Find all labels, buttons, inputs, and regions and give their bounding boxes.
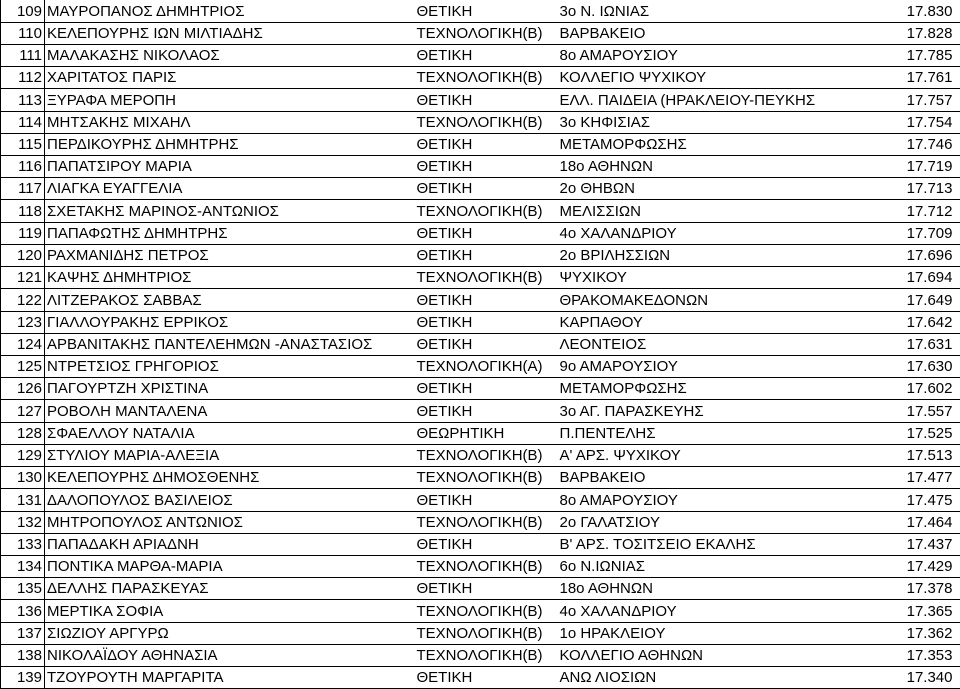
- row-number: 139: [1, 667, 45, 689]
- row-number: 111: [1, 44, 45, 66]
- student-name: ΧΑΡΙΤΑΤΟΣ ΠΑΡΙΣ: [45, 67, 415, 89]
- score: 17.557: [850, 400, 960, 422]
- row-number: 125: [1, 356, 45, 378]
- student-name: ΣΙΩΖΙΟΥ ΑΡΓΥΡΩ: [45, 622, 415, 644]
- student-name: ΤΖΟΥΡΟΥΤΗ ΜΑΡΓΑΡΙΤΑ: [45, 667, 415, 689]
- school: ΚΟΛΛΕΓΙΟ ΨΥΧΙΚΟΥ: [558, 67, 850, 89]
- score: 17.475: [850, 489, 960, 511]
- row-number: 121: [1, 267, 45, 289]
- student-name: ΣΦΑΕΛΛΟΥ ΝΑΤΑΛΙΑ: [45, 422, 415, 444]
- score: 17.353: [850, 644, 960, 666]
- direction: ΤΕΧΝΟΛΟΓΙΚΗ(Β): [415, 555, 558, 577]
- school: 18ο ΑΘΗΝΩΝ: [558, 578, 850, 600]
- table-row: [1, 156, 960, 178]
- direction: ΘΕΤΙΚΗ: [415, 244, 558, 266]
- school: Β' ΑΡΣ. ΤΟΣΙΤΣΕΙΟ ΕΚΑΛΗΣ: [558, 533, 850, 555]
- score: 17.602: [850, 378, 960, 400]
- table-row: [1, 89, 960, 111]
- direction: ΤΕΧΝΟΛΟΓΙΚΗ(Β): [415, 200, 558, 222]
- school: 2ο ΘΗΒΩΝ: [558, 178, 850, 200]
- score: 17.429: [850, 555, 960, 577]
- score: 17.830: [850, 0, 960, 22]
- direction: ΘΕΤΙΚΗ: [415, 156, 558, 178]
- row-number: 138: [1, 644, 45, 666]
- row-number: 112: [1, 67, 45, 89]
- score: 17.694: [850, 267, 960, 289]
- direction: ΤΕΧΝΟΛΟΓΙΚΗ(Β): [415, 467, 558, 489]
- direction: ΘΕΤΙΚΗ: [415, 400, 558, 422]
- student-name: ΛΙΤΖΕΡΑΚΟΣ ΣΑΒΒΑΣ: [45, 289, 415, 311]
- score: 17.513: [850, 444, 960, 466]
- student-name: ΠΑΠΑΤΣΙΡΟΥ ΜΑΡΙΑ: [45, 156, 415, 178]
- direction: ΤΕΧΝΟΛΟΓΙΚΗ(Β): [415, 644, 558, 666]
- row-number: 109: [1, 0, 45, 22]
- direction: ΘΕΤΙΚΗ: [415, 578, 558, 600]
- table-row: [1, 178, 960, 200]
- school: 4ο ΧΑΛΑΝΔΡΙΟΥ: [558, 222, 850, 244]
- student-name: ΞΥΡΑΦΑ ΜΕΡΟΠΗ: [45, 89, 415, 111]
- table-row: [1, 533, 960, 555]
- row-number: 117: [1, 178, 45, 200]
- student-name: ΣΤΥΛΙΟΥ ΜΑΡΙΑ-ΑΛΕΞΙΑ: [45, 444, 415, 466]
- table-row: [1, 511, 960, 533]
- school: ΚΑΡΠΑΘΟΥ: [558, 311, 850, 333]
- school: ΜΕΛΙΣΣΙΩΝ: [558, 200, 850, 222]
- direction: ΤΕΧΝΟΛΟΓΙΚΗ(Β): [415, 267, 558, 289]
- table-row: [1, 244, 960, 266]
- school: 9ο ΑΜΑΡΟΥΣΙΟΥ: [558, 356, 850, 378]
- row-number: 114: [1, 111, 45, 133]
- row-number: 122: [1, 289, 45, 311]
- school: ΕΛΛ. ΠΑΙΔΕΙΑ (ΗΡΑΚΛΕΙΟΥ-ΠΕΥΚΗΣ: [558, 89, 850, 111]
- row-number: 129: [1, 444, 45, 466]
- row-number: 136: [1, 600, 45, 622]
- direction: ΘΕΤΙΚΗ: [415, 667, 558, 689]
- table-row: [1, 222, 960, 244]
- direction: ΘΕΤΙΚΗ: [415, 222, 558, 244]
- row-number: 120: [1, 244, 45, 266]
- student-name: ΓΙΑΛΛΟΥΡΑΚΗΣ ΕΡΡΙΚΟΣ: [45, 311, 415, 333]
- school: 3ο Ν. ΙΩΝΙΑΣ: [558, 0, 850, 22]
- student-name: ΠΑΠΑΔΑΚΗ ΑΡΙΑΔΝΗ: [45, 533, 415, 555]
- score: 17.631: [850, 333, 960, 355]
- student-name: ΑΡΒΑΝΙΤΑΚΗΣ ΠΑΝΤΕΛΕΗΜΩΝ -ΑΝΑΣΤΑΣΙΟΣ: [45, 333, 415, 355]
- school: ΨΥΧΙΚΟΥ: [558, 267, 850, 289]
- table-row: [1, 111, 960, 133]
- school: 6ο Ν.ΙΩΝΙΑΣ: [558, 555, 850, 577]
- row-number: 135: [1, 578, 45, 600]
- row-number: 128: [1, 422, 45, 444]
- score: 17.828: [850, 22, 960, 44]
- row-number: 118: [1, 200, 45, 222]
- student-name: ΣΧΕΤΑΚΗΣ ΜΑΡΙΝΟΣ-ΑΝΤΩΝΙΟΣ: [45, 200, 415, 222]
- direction: ΘΕΩΡΗΤΙΚΗ: [415, 422, 558, 444]
- results-table-body: [1, 0, 960, 689]
- row-number: 137: [1, 622, 45, 644]
- school: ΜΕΤΑΜΟΡΦΩΣΗΣ: [558, 378, 850, 400]
- table-row: [1, 333, 960, 355]
- table-row: [1, 444, 960, 466]
- school: 2ο ΒΡΙΛΗΣΣΙΩΝ: [558, 244, 850, 266]
- score: 17.757: [850, 89, 960, 111]
- school: 2ο ΓΑΛΑΤΣΙΟΥ: [558, 511, 850, 533]
- row-number: 132: [1, 511, 45, 533]
- score: 17.642: [850, 311, 960, 333]
- student-name: ΚΕΛΕΠΟΥΡΗΣ ΔΗΜΟΣΘΕΝΗΣ: [45, 467, 415, 489]
- school: 1ο ΗΡΑΚΛΕΙΟΥ: [558, 622, 850, 644]
- score: 17.746: [850, 133, 960, 155]
- direction: ΤΕΧΝΟΛΟΓΙΚΗ(Β): [415, 22, 558, 44]
- direction: ΘΕΤΙΚΗ: [415, 311, 558, 333]
- score: 17.630: [850, 356, 960, 378]
- student-name: ΠΑΠΑΦΩΤΗΣ ΔΗΜΗΤΡΗΣ: [45, 222, 415, 244]
- direction: ΘΕΤΙΚΗ: [415, 489, 558, 511]
- table-row: [1, 356, 960, 378]
- score: 17.713: [850, 178, 960, 200]
- school: Α' ΑΡΣ. ΨΥΧΙΚΟΥ: [558, 444, 850, 466]
- table-row: [1, 467, 960, 489]
- score: 17.362: [850, 622, 960, 644]
- school: ΚΟΛΛΕΓΙΟ ΑΘΗΝΩΝ: [558, 644, 850, 666]
- score: 17.696: [850, 244, 960, 266]
- direction: ΘΕΤΙΚΗ: [415, 89, 558, 111]
- table-row: [1, 378, 960, 400]
- table-row: [1, 133, 960, 155]
- student-name: ΠΕΡΔΙΚΟΥΡΗΣ ΔΗΜΗΤΡΗΣ: [45, 133, 415, 155]
- score: 17.437: [850, 533, 960, 555]
- school: 4ο ΧΑΛΑΝΔΡΙΟΥ: [558, 600, 850, 622]
- score: 17.785: [850, 44, 960, 66]
- score: 17.754: [850, 111, 960, 133]
- row-number: 123: [1, 311, 45, 333]
- school: ΒΑΡΒΑΚΕΙΟ: [558, 467, 850, 489]
- table-row: [1, 644, 960, 666]
- school: ΒΑΡΒΑΚΕΙΟ: [558, 22, 850, 44]
- table-row: [1, 422, 960, 444]
- table-row: [1, 67, 960, 89]
- row-number: 130: [1, 467, 45, 489]
- table-row: [1, 267, 960, 289]
- table-row: [1, 400, 960, 422]
- score: 17.340: [850, 667, 960, 689]
- direction: ΤΕΧΝΟΛΟΓΙΚΗ(Β): [415, 111, 558, 133]
- student-name: ΜΑΛΑΚΑΣΗΣ ΝΙΚΟΛΑΟΣ: [45, 44, 415, 66]
- student-name: ΔΑΛΟΠΟΥΛΟΣ ΒΑΣΙΛΕΙΟΣ: [45, 489, 415, 511]
- score: 17.761: [850, 67, 960, 89]
- table-row: [1, 0, 960, 22]
- direction: ΘΕΤΙΚΗ: [415, 333, 558, 355]
- row-number: 134: [1, 555, 45, 577]
- score: 17.709: [850, 222, 960, 244]
- direction: ΘΕΤΙΚΗ: [415, 178, 558, 200]
- score: 17.525: [850, 422, 960, 444]
- table-row: [1, 44, 960, 66]
- table-row: [1, 22, 960, 44]
- score: 17.477: [850, 467, 960, 489]
- school: 3ο ΑΓ. ΠΑΡΑΣΚΕΥΗΣ: [558, 400, 850, 422]
- direction: ΘΕΤΙΚΗ: [415, 289, 558, 311]
- student-name: ΡΑΧΜΑΝΙΔΗΣ ΠΕΤΡΟΣ: [45, 244, 415, 266]
- direction: ΤΕΧΝΟΛΟΓΙΚΗ(Β): [415, 67, 558, 89]
- direction: ΤΕΧΝΟΛΟΓΙΚΗ(Β): [415, 622, 558, 644]
- school: 8ο ΑΜΑΡΟΥΣΙΟΥ: [558, 489, 850, 511]
- row-number: 110: [1, 22, 45, 44]
- student-name: ΜΗΤΣΑΚΗΣ ΜΙΧΑΗΛ: [45, 111, 415, 133]
- student-name: ΜΑΥΡΟΠΑΝΟΣ ΔΗΜΗΤΡΙΟΣ: [45, 0, 415, 22]
- table-row: [1, 311, 960, 333]
- score: 17.712: [850, 200, 960, 222]
- row-number: 113: [1, 89, 45, 111]
- row-number: 126: [1, 378, 45, 400]
- row-number: 127: [1, 400, 45, 422]
- school: ΜΕΤΑΜΟΡΦΩΣΗΣ: [558, 133, 850, 155]
- student-name: ΜΕΡΤΙΚΑ ΣΟΦΙΑ: [45, 600, 415, 622]
- school: ΑΝΩ ΛΙΟΣΙΩΝ: [558, 667, 850, 689]
- school: 8ο ΑΜΑΡΟΥΣΙΟΥ: [558, 44, 850, 66]
- row-number: 131: [1, 489, 45, 511]
- score: 17.464: [850, 511, 960, 533]
- student-name: ΝΙΚΟΛΑΪΔΟΥ ΑΘΗΝΑΣΙΑ: [45, 644, 415, 666]
- direction: ΤΕΧΝΟΛΟΓΙΚΗ(Β): [415, 511, 558, 533]
- student-name: ΝΤΡΕΤΣΙΟΣ ΓΡΗΓΟΡΙΟΣ: [45, 356, 415, 378]
- student-name: ΡΟΒΟΛΗ ΜΑΝΤΑΛΕΝΑ: [45, 400, 415, 422]
- row-number: 133: [1, 533, 45, 555]
- row-number: 115: [1, 133, 45, 155]
- direction: ΘΕΤΙΚΗ: [415, 44, 558, 66]
- student-name: ΠΟΝΤΙΚΑ ΜΑΡΘΑ-ΜΑΡΙΑ: [45, 555, 415, 577]
- school: Π.ΠΕΝΤΕΛΗΣ: [558, 422, 850, 444]
- score: 17.378: [850, 578, 960, 600]
- student-name: ΛΙΑΓΚΑ ΕΥΑΓΓΕΛΙΑ: [45, 178, 415, 200]
- student-name: ΚΑΨΗΣ ΔΗΜΗΤΡΙΟΣ: [45, 267, 415, 289]
- table-row: [1, 622, 960, 644]
- school: ΘΡΑΚΟΜΑΚΕΔΟΝΩΝ: [558, 289, 850, 311]
- table-row: [1, 289, 960, 311]
- direction: ΤΕΧΝΟΛΟΓΙΚΗ(Α): [415, 356, 558, 378]
- student-name: ΚΕΛΕΠΟΥΡΗΣ ΙΩΝ ΜΙΛΤΙΑΔΗΣ: [45, 22, 415, 44]
- table-row: [1, 555, 960, 577]
- score: 17.365: [850, 600, 960, 622]
- school: 3ο ΚΗΦΙΣΙΑΣ: [558, 111, 850, 133]
- score: 17.719: [850, 156, 960, 178]
- table-row: [1, 600, 960, 622]
- direction: ΘΕΤΙΚΗ: [415, 133, 558, 155]
- school: 18ο ΑΘΗΝΩΝ: [558, 156, 850, 178]
- student-name: ΜΗΤΡΟΠΟΥΛΟΣ ΑΝΤΩΝΙΟΣ: [45, 511, 415, 533]
- student-name: ΔΕΛΛΗΣ ΠΑΡΑΣΚΕΥΑΣ: [45, 578, 415, 600]
- direction: ΤΕΧΝΟΛΟΓΙΚΗ(Β): [415, 600, 558, 622]
- direction: ΤΕΧΝΟΛΟΓΙΚΗ(Β): [415, 444, 558, 466]
- row-number: 119: [1, 222, 45, 244]
- score: 17.649: [850, 289, 960, 311]
- student-name: ΠΑΓΟΥΡΤΖΗ ΧΡΙΣΤΙΝΑ: [45, 378, 415, 400]
- row-number: 124: [1, 333, 45, 355]
- direction: ΘΕΤΙΚΗ: [415, 378, 558, 400]
- row-number: 116: [1, 156, 45, 178]
- table-row: [1, 489, 960, 511]
- table-row: [1, 200, 960, 222]
- direction: ΘΕΤΙΚΗ: [415, 0, 558, 22]
- school: ΛΕΟΝΤΕΙΟΣ: [558, 333, 850, 355]
- direction: ΘΕΤΙΚΗ: [415, 533, 558, 555]
- table-row: [1, 667, 960, 689]
- table-row: [1, 578, 960, 600]
